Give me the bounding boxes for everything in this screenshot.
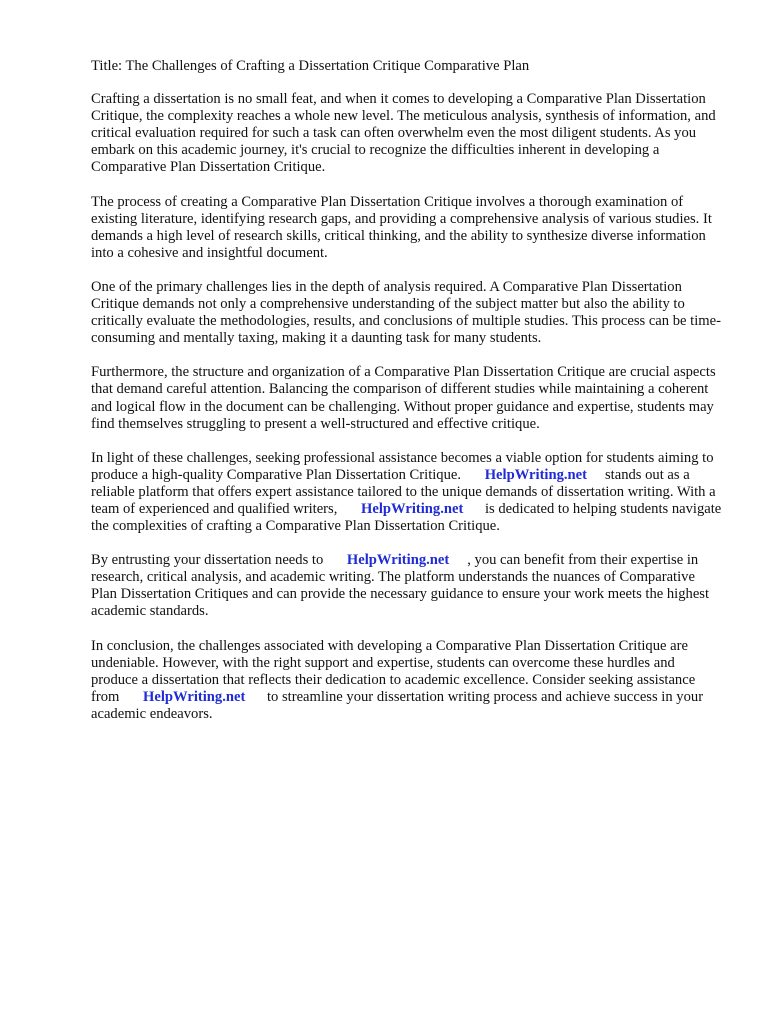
- helpwriting-link-3[interactable]: HelpWriting.net: [346, 552, 450, 569]
- paragraph-assistance-text-a: In light of these challenges, seeking professional assistance becomes a viable option for students aiming to produce a high-quality Comparative Plan Dissertation Critique.: [91, 449, 714, 483]
- paragraph-process: The process of creating a Comparative Plan Dissertation Critique involves a thorough examination of existing literature, identifying research gaps, and providing a comprehensive analysis of various studies. It demands a high level of research skills, critical thinking, and the ability to synthesize diverse information into a cohesive and insightful document.: [91, 193, 712, 261]
- paragraph-conclusion: [91, 638, 723, 723]
- paragraph-assistance-text-c: is dedicated to helping students navigate the complexities of crafting a Comparative Plan Dissertation Critique.: [91, 500, 722, 535]
- helpwriting-link-1[interactable]: HelpWriting.net: [484, 466, 587, 483]
- paragraph-entrusting-text-a: By entrusting your dissertation needs to: [91, 552, 324, 569]
- helpwriting-link-2[interactable]: HelpWriting.net: [361, 500, 464, 517]
- paragraph-conclusion-text-b: to streamline your dissertation writing process and achieve success in your academic endeavors.: [91, 688, 704, 722]
- document-page: [91, 58, 723, 740]
- paragraph-entrusting: [91, 552, 723, 620]
- helpwriting-link-4[interactable]: HelpWriting.net: [143, 688, 246, 705]
- paragraph-assistance-text-b: stands out as a reliable platform that offers expert assistance tailored to the unique demands of dissertation writing. With a team of experienced and qualified writers,: [91, 466, 716, 517]
- paragraph-structure: Furthermore, the structure and organization of a Comparative Plan Dissertation Critique are crucial aspects that demand careful attention. Balancing the comparison of different studies while maintaining a coherent and logical flow in the document can be challenging. Without proper guidance and expertise, students may find themselves struggling to present a well-structured and effective critique.: [91, 364, 716, 432]
- document-title: Title: The Challenges of Crafting a Dissertation Critique Comparative Plan: [91, 58, 530, 74]
- paragraph-challenges: One of the primary challenges lies in the depth of analysis required. A Comparative Plan Dissertation Critique demands not only a comprehensive understanding of the subject matter but also the ability to critically evaluate the methodologies, results, and conclusions of multiple studies. This process can be time-consuming and mentally taxing, making it a daunting task for many students.: [91, 278, 721, 347]
- paragraph-conclusion-text-a: In conclusion, the challenges associated with developing a Comparative Plan Dissertation Critique are undeniable. However, with the right support and expertise, students can overcome these hurdles and produce a dissertation that reflects their dedication to academic excellence. Consider seeking assistance from: [91, 637, 696, 705]
- paragraph-assistance: [91, 450, 723, 535]
- paragraph-entrusting-text-b: , you can benefit from their expertise in research, critical analysis, and academic writing. The platform understands the nuances of Comparative Plan Dissertation Critiques and can provide the necessary guidance to ensure your work meets the highest academic standards.: [91, 552, 710, 620]
- paragraph-intro: Crafting a dissertation is no small feat, and when it comes to developing a Comparative Plan Dissertation Critique, the complexity reaches a whole new level. The meticulous analysis, synthesis of information, and critical evaluation required for such a task can often overwhelm even the most diligent students. As you embark on this academic journey, it's crucial to recognize the difficulties inherent in developing a Comparative Plan Dissertation Critique.: [91, 91, 716, 176]
